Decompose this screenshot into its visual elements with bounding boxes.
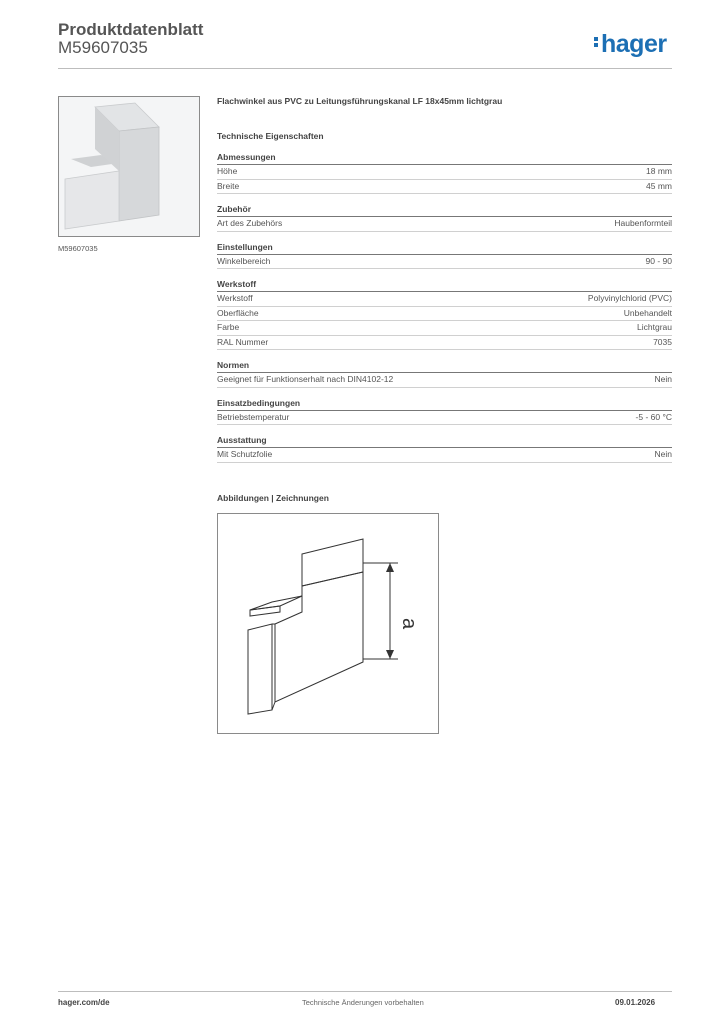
spec-section bbox=[217, 397, 672, 426]
spec-row bbox=[217, 165, 672, 180]
spec-row bbox=[217, 336, 672, 351]
spec-section-title: Einsatzbedingungen bbox=[217, 397, 672, 411]
footer-divider bbox=[58, 991, 672, 992]
spec-label: Breite bbox=[217, 180, 240, 191]
spec-label: Geeignet für Funktionserhalt nach DIN4102-12 bbox=[217, 374, 394, 384]
specs-table bbox=[217, 151, 672, 472]
spec-section bbox=[217, 359, 672, 388]
spec-value: Unbehandelt bbox=[623, 307, 672, 318]
technical-properties-heading: Technische Eigenschaften bbox=[217, 131, 324, 141]
page-title: Produktdatenblatt bbox=[58, 20, 204, 39]
footer-date: 09.01.2026 bbox=[615, 998, 656, 1007]
logo-dots-icon bbox=[594, 35, 599, 49]
spec-section bbox=[217, 203, 672, 232]
spec-section bbox=[217, 151, 672, 194]
spec-section-title: Ausstattung bbox=[217, 434, 672, 448]
spec-row bbox=[217, 411, 672, 426]
spec-section-title: Normen bbox=[217, 359, 672, 373]
spec-row bbox=[217, 448, 672, 463]
spec-row bbox=[217, 292, 672, 307]
spec-section-title: Einstellungen bbox=[217, 241, 672, 255]
spec-label: Werkstoff bbox=[217, 293, 253, 303]
spec-value: 90 - 90 bbox=[645, 255, 672, 266]
spec-value: -5 - 60 °C bbox=[635, 411, 672, 422]
header-divider bbox=[58, 68, 672, 69]
article-number: M59607035 bbox=[58, 38, 148, 57]
spec-section bbox=[217, 241, 672, 270]
spec-row bbox=[217, 255, 672, 270]
spec-section bbox=[217, 278, 672, 350]
spec-section-title: Werkstoff bbox=[217, 278, 672, 292]
footer-notice: Technische Änderungen vorbehalten bbox=[302, 998, 424, 1007]
spec-section-title: Abmessungen bbox=[217, 151, 672, 165]
spec-section bbox=[217, 434, 672, 463]
spec-value: Polyvinylchlorid (PVC) bbox=[587, 293, 672, 303]
spec-row bbox=[217, 307, 672, 322]
spec-label: Winkelbereich bbox=[217, 255, 271, 266]
spec-value: Lichtgrau bbox=[637, 322, 672, 332]
technical-drawing bbox=[217, 513, 439, 734]
footer-website-link[interactable]: hager.com/de bbox=[58, 998, 110, 1007]
spec-label: Oberfläche bbox=[217, 307, 259, 318]
dimension-label: a bbox=[398, 618, 420, 630]
product-photo bbox=[58, 96, 200, 237]
spec-label: Mit Schutzfolie bbox=[217, 449, 273, 459]
spec-value: 7035 bbox=[653, 336, 672, 347]
spec-section-title: Zubehör bbox=[217, 203, 672, 217]
drawings-heading: Abbildungen | Zeichnungen bbox=[217, 493, 329, 503]
technical-drawing-image bbox=[218, 514, 438, 733]
product-description: Flachwinkel aus PVC zu Leitungsführungskanal LF 18x45mm lichtgrau bbox=[217, 96, 503, 106]
spec-row bbox=[217, 180, 672, 195]
spec-label: Farbe bbox=[217, 322, 240, 332]
spec-value: 18 mm bbox=[646, 166, 672, 176]
spec-value: Nein bbox=[654, 374, 672, 384]
spec-row bbox=[217, 321, 672, 336]
photo-caption: M59607035 bbox=[58, 244, 98, 253]
spec-label: Betriebstemperatur bbox=[217, 411, 290, 422]
spec-label: Art des Zubehörs bbox=[217, 218, 283, 228]
spec-label: Höhe bbox=[217, 166, 238, 176]
spec-value: Haubenformteil bbox=[614, 218, 672, 228]
spec-value: Nein bbox=[654, 449, 672, 459]
logo-text: hager bbox=[601, 30, 667, 58]
spec-label: RAL Nummer bbox=[217, 336, 269, 347]
spec-value: 45 mm bbox=[646, 180, 672, 191]
spec-row bbox=[217, 217, 672, 232]
hager-logo[interactable] bbox=[594, 30, 667, 59]
product-photo-image bbox=[59, 97, 199, 236]
spec-row bbox=[217, 373, 672, 388]
